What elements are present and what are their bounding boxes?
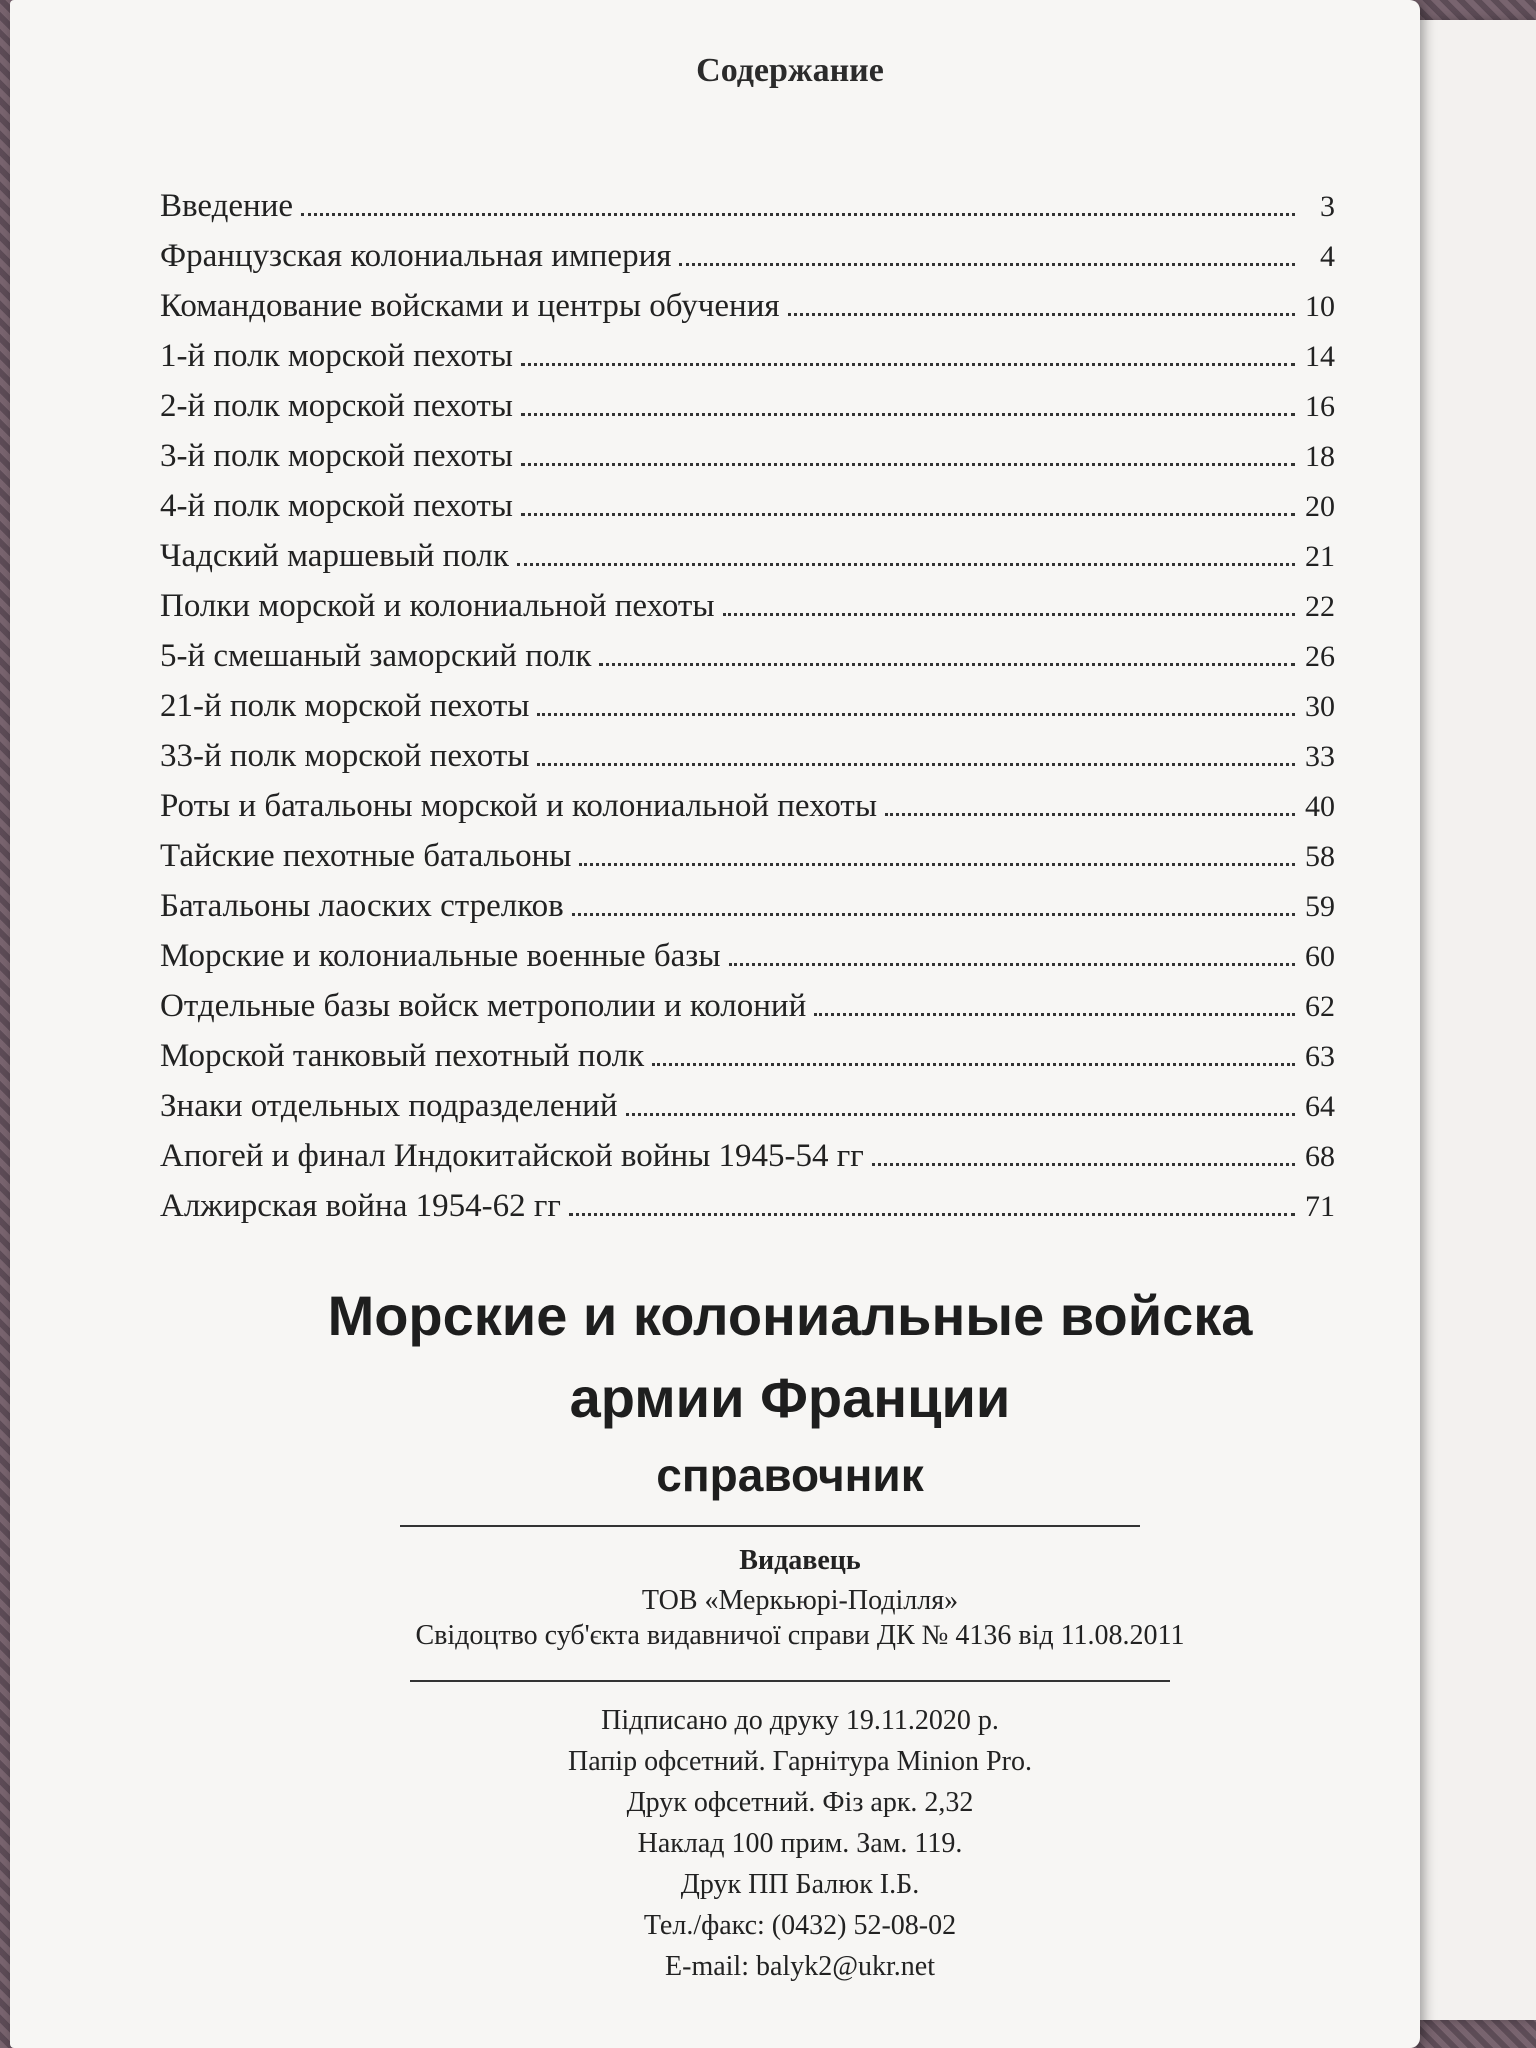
toc-entry	[160, 838, 1335, 888]
book-title-line-1: Морские и колониальные войска	[327, 1284, 1253, 1347]
toc-leader-dots	[521, 463, 1295, 466]
toc-entry-label: Морские и колониальные военные базы	[160, 938, 721, 974]
divider-rule	[410, 1680, 1170, 1682]
toc-entry-page: 68	[1305, 1140, 1335, 1173]
toc-entry-label: 21-й полк морской пехоты	[160, 688, 530, 724]
toc-entry-page: 40	[1305, 790, 1335, 823]
toc-leader-dots	[814, 1013, 1295, 1016]
toc-leader-dots	[517, 563, 1295, 566]
toc-entry-page: 64	[1305, 1090, 1335, 1123]
toc-entry	[160, 1138, 1335, 1188]
toc-entry-page: 62	[1305, 990, 1335, 1023]
colophon-line: Підписано до друку 19.11.2020 р.	[601, 1705, 999, 1736]
publisher-certificate: Свідоцтво суб'єкта видавничої справи ДК № 4136 від 11.08.2011	[415, 1620, 1185, 1651]
toc-entry-label: 2-й полк морской пехоты	[160, 388, 513, 424]
toc-entry	[160, 688, 1335, 738]
toc-list	[160, 188, 1335, 1238]
toc-leader-dots	[301, 213, 1295, 216]
toc-entry	[160, 338, 1335, 388]
toc-entry	[160, 888, 1335, 938]
toc-leader-dots	[723, 613, 1295, 616]
toc-entry-page: 18	[1305, 440, 1335, 473]
toc-leader-dots	[537, 713, 1295, 716]
toc-entry	[160, 438, 1335, 488]
book-title-line-2: армии Франции	[569, 1366, 1011, 1429]
toc-entry	[160, 988, 1335, 1038]
toc-entry-page: 60	[1305, 940, 1335, 973]
colophon-line: Тел./факс: (0432) 52-08-02	[643, 1910, 957, 1941]
book-subtitle: справочник	[656, 1449, 924, 1501]
toc-leader-dots	[872, 1163, 1295, 1166]
toc-leader-dots	[579, 863, 1295, 866]
toc-leader-dots	[521, 413, 1295, 416]
toc-entry-page: 22	[1305, 590, 1335, 623]
toc-entry-label: Полки морской и колониальной пехоты	[160, 588, 715, 624]
toc-entry-label: Командование войсками и центры обучения	[160, 288, 780, 324]
colophon-line: Друк ПП Балюк І.Б.	[680, 1869, 920, 1900]
toc-entry-label: 1-й полк морской пехоты	[160, 338, 513, 374]
toc-entry-label: 33-й полк морской пехоты	[160, 738, 530, 774]
toc-entry	[160, 488, 1335, 538]
toc-entry	[160, 238, 1335, 288]
toc-entry	[160, 388, 1335, 438]
toc-entry-label: Введение	[160, 188, 294, 224]
toc-leader-dots	[572, 913, 1295, 916]
toc-entry-page: 4	[1320, 240, 1335, 273]
toc-entry-label: Французская колониальная империя	[160, 238, 672, 274]
toc-entry-page: 26	[1305, 640, 1335, 673]
toc-entry-page: 21	[1305, 540, 1335, 573]
toc-leader-dots	[788, 313, 1295, 316]
toc-entry-page: 30	[1305, 690, 1335, 723]
toc-entry-page: 33	[1305, 740, 1335, 773]
colophon-line: Друк офсетний. Фіз арк. 2,32	[626, 1787, 974, 1818]
toc-entry-label: Отдельные базы войск метрополии и колоний	[160, 988, 807, 1024]
toc-entry-page: 58	[1305, 840, 1335, 873]
toc-entry	[160, 1038, 1335, 1088]
toc-entry	[160, 788, 1335, 838]
toc-entry-label: Алжирская война 1954-62 гг	[160, 1188, 561, 1224]
toc-entry-page: 14	[1305, 340, 1335, 373]
toc-entry-label: 5-й смешаный заморский полк	[160, 638, 592, 674]
toc-entry-page: 10	[1305, 290, 1335, 323]
toc-entry	[160, 588, 1335, 638]
toc-entry	[160, 288, 1335, 338]
toc-leader-dots	[569, 1213, 1295, 1216]
divider-rule	[400, 1525, 1140, 1527]
toc-leader-dots	[521, 363, 1295, 366]
colophon-line: Папір офсетний. Гарнітура Minion Pro.	[568, 1746, 1032, 1777]
toc-entry	[160, 188, 1335, 238]
toc-entry-label: Апогей и финал Индокитайской войны 1945-54 гг	[160, 1138, 864, 1174]
toc-entry-label: Знаки отдельных подразделений	[160, 1088, 618, 1124]
toc-leader-dots	[537, 763, 1295, 766]
toc-entry-page: 59	[1305, 890, 1335, 923]
toc-entry	[160, 538, 1335, 588]
toc-leader-dots	[521, 513, 1295, 516]
toc-leader-dots	[652, 1063, 1295, 1066]
toc-entry	[160, 1188, 1335, 1238]
toc-entry	[160, 638, 1335, 688]
toc-leader-dots	[626, 1113, 1296, 1116]
toc-entry-page: 71	[1305, 1190, 1335, 1223]
toc-entry-label: 3-й полк морской пехоты	[160, 438, 513, 474]
toc-entry	[160, 738, 1335, 788]
book-title	[150, 1275, 1430, 1439]
toc-entry-page: 16	[1305, 390, 1335, 423]
toc-entry-page: 63	[1305, 1040, 1335, 1073]
colophon-line: E-mail: balyk2@ukr.net	[665, 1951, 935, 1982]
book-page	[10, 0, 1420, 2048]
toc-leader-dots	[729, 963, 1295, 966]
toc-entry-page: 20	[1305, 490, 1335, 523]
publisher-name: ТОВ «Меркьюрі-Поділля»	[641, 1585, 959, 1616]
toc-entry-label: Батальоны лаоских стрелков	[160, 888, 564, 924]
toc-entry	[160, 1088, 1335, 1138]
toc-title: Содержание	[696, 52, 884, 89]
toc-entry-label: Роты и батальоны морской и колониальной пехоты	[160, 788, 878, 824]
toc-leader-dots	[599, 663, 1295, 666]
toc-entry-label: Морской танковый пехотный полк	[160, 1038, 645, 1074]
toc-entry-label: 4-й полк морской пехоты	[160, 488, 513, 524]
publisher-label: Видавець	[739, 1545, 861, 1576]
toc-entry-page: 3	[1320, 190, 1335, 223]
toc-entry-label: Чадский маршевый полк	[160, 538, 509, 574]
back-cover-edge	[1400, 20, 1536, 2020]
colophon-line: Наклад 100 прим. Зам. 119.	[637, 1828, 963, 1859]
toc-entry	[160, 938, 1335, 988]
toc-leader-dots	[679, 263, 1295, 266]
colophon	[210, 1700, 1390, 1987]
toc-entry-label: Тайские пехотные батальоны	[160, 838, 572, 874]
toc-leader-dots	[885, 813, 1295, 816]
